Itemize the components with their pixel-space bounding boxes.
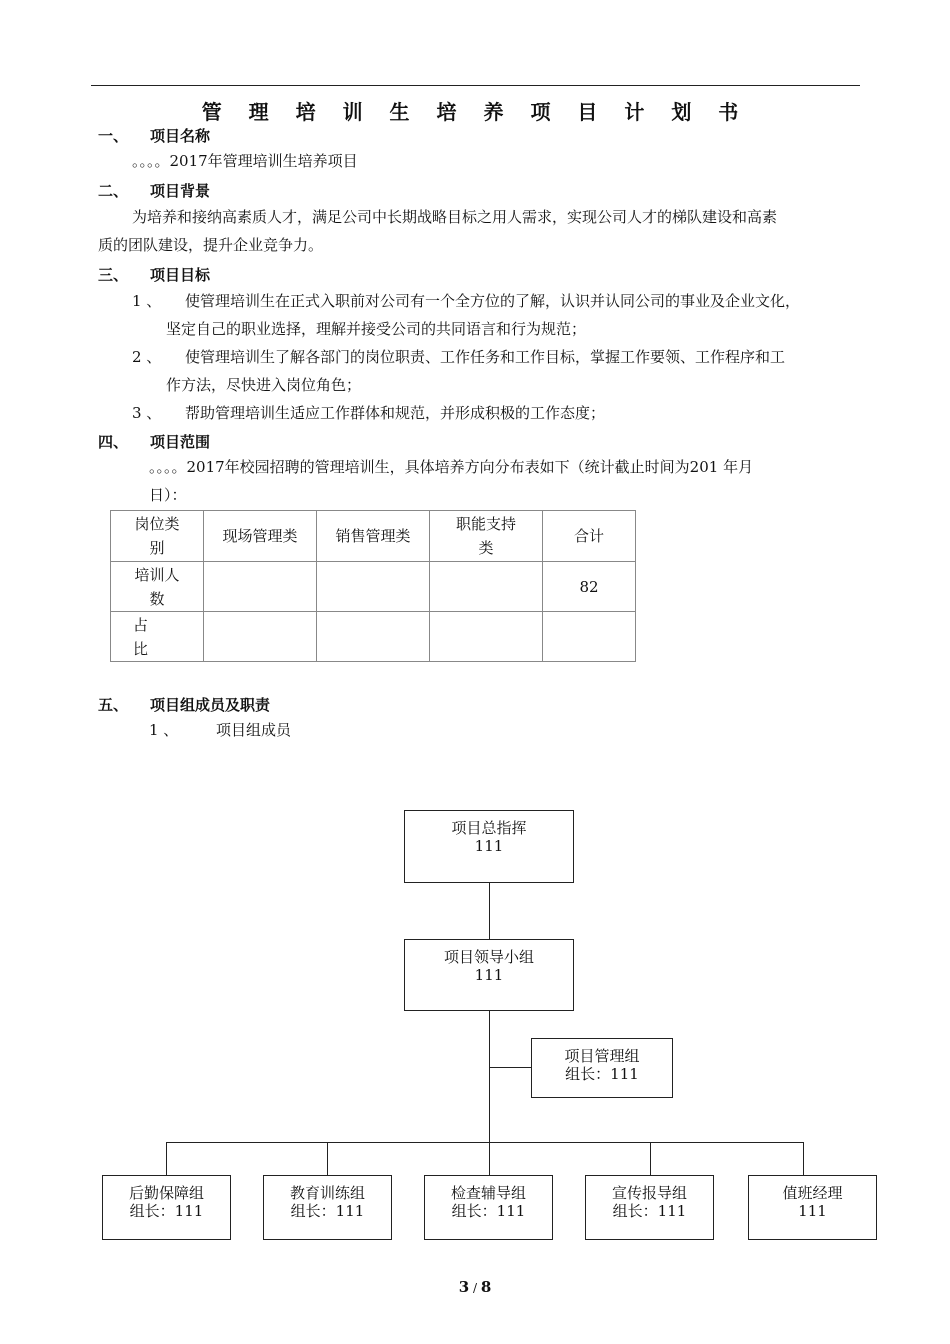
connector-line bbox=[489, 1067, 532, 1068]
org-node-title: 宣传报导组 bbox=[611, 1184, 687, 1202]
org-node-title: 检查辅导组 bbox=[450, 1184, 526, 1202]
org-node-value: 组长：111 bbox=[129, 1202, 204, 1220]
section-title: 项目组成员及职责 bbox=[150, 696, 271, 714]
subsection-title: 项目组成员 bbox=[216, 721, 292, 739]
org-node-duty-manager bbox=[748, 1175, 877, 1240]
org-node-mgmt bbox=[531, 1038, 673, 1098]
table-header-cell bbox=[430, 511, 543, 562]
goal-number: 3 、 bbox=[132, 404, 162, 422]
table-header-cell: 现场管理类 bbox=[204, 511, 317, 562]
table-header-cell bbox=[111, 511, 204, 562]
org-node-value: 组长：111 bbox=[290, 1202, 365, 1220]
org-node-publicity bbox=[585, 1175, 714, 1240]
section-heading-5 bbox=[98, 694, 270, 715]
cell-text: 别 bbox=[149, 539, 165, 557]
cell-text: 培训人 bbox=[134, 565, 180, 584]
org-node-value: 组长：111 bbox=[565, 1065, 639, 1083]
org-node-leader bbox=[404, 939, 574, 1011]
connector-line bbox=[650, 1142, 651, 1176]
connector-line bbox=[803, 1142, 804, 1176]
section-number: 三、 bbox=[98, 266, 129, 284]
scope-line-1: 。。。。2017年校园招聘的管理培训生，具体培养方向分布表如下（统计截止时间为201 年月 bbox=[149, 458, 754, 476]
subsection-number: 1 、 bbox=[149, 721, 179, 739]
table-row-label bbox=[111, 562, 204, 612]
org-node-value: 组长：111 bbox=[612, 1202, 687, 1220]
table-cell bbox=[317, 562, 430, 612]
org-node-inspection bbox=[424, 1175, 553, 1240]
goal-line-2: 坚定自己的职业选择，理解并接受公司的共同语言和行为规范； bbox=[166, 320, 587, 338]
org-node-title: 值班经理 bbox=[782, 1184, 843, 1202]
section-title: 项目背景 bbox=[150, 182, 211, 200]
section-number: 四、 bbox=[98, 433, 129, 451]
cell-text: 占 bbox=[133, 615, 149, 634]
table-cell bbox=[543, 612, 636, 662]
section-number: 一、 bbox=[98, 127, 129, 145]
org-node-title: 项目领导小组 bbox=[443, 948, 534, 966]
goal-line-2: 作方法，尽快进入岗位角色； bbox=[166, 376, 362, 394]
org-node-value: 111 bbox=[474, 966, 504, 984]
table-cell bbox=[317, 612, 430, 662]
connector-line bbox=[166, 1142, 167, 1176]
section-title: 项目目标 bbox=[150, 266, 211, 284]
goal-number: 1 、 bbox=[132, 292, 162, 310]
goal-line-1: 使管理培训生在正式入职前对公司有一个全方位的了解，认识并认同公司的事业及企业文化， bbox=[185, 292, 801, 310]
org-node-title: 项目总指挥 bbox=[451, 819, 527, 837]
section-title: 项目范围 bbox=[150, 433, 211, 451]
section-number: 五、 bbox=[98, 696, 129, 714]
org-node-logistics bbox=[102, 1175, 231, 1240]
org-node-value: 111 bbox=[474, 837, 504, 855]
org-node-value: 111 bbox=[798, 1202, 827, 1220]
page-separator: / bbox=[472, 1281, 478, 1295]
table-cell bbox=[204, 562, 317, 612]
section-heading-1 bbox=[98, 125, 210, 146]
table-row-label bbox=[111, 612, 204, 662]
connector-line bbox=[489, 882, 490, 940]
table-header-cell: 合计 bbox=[543, 511, 636, 562]
cell-text: 职能支持 bbox=[455, 515, 516, 533]
connector-line bbox=[489, 1010, 490, 1142]
connector-line bbox=[327, 1142, 328, 1176]
org-node-chief bbox=[404, 810, 574, 883]
table-header-row bbox=[111, 511, 636, 562]
table-row bbox=[111, 612, 636, 662]
section-heading-4 bbox=[98, 431, 210, 452]
table-cell bbox=[430, 562, 543, 612]
connector-line bbox=[489, 1142, 490, 1176]
background-line-1: 为培养和接纳高素质人才，满足公司中长期战略目标之用人需求，实现公司人才的梯队建设和高素 bbox=[132, 208, 778, 226]
org-node-training bbox=[263, 1175, 392, 1240]
org-node-title: 教育训练组 bbox=[289, 1184, 365, 1202]
goal-number: 2 、 bbox=[132, 348, 162, 366]
table-header-cell: 销售管理类 bbox=[317, 511, 430, 562]
current-page: 3 bbox=[458, 1278, 470, 1296]
section-heading-3 bbox=[98, 264, 210, 285]
section-title: 项目名称 bbox=[150, 127, 211, 145]
total-pages: 8 bbox=[480, 1278, 492, 1296]
page-number bbox=[0, 1278, 950, 1296]
table-row bbox=[111, 562, 636, 612]
table-cell-total: 82 bbox=[543, 562, 636, 612]
table-cell bbox=[204, 612, 317, 662]
org-node-value: 组长：111 bbox=[451, 1202, 526, 1220]
goal-line-1: 使管理培训生了解各部门的岗位职责、工作任务和工作目标，掌握工作要领、工作程序和工 bbox=[185, 348, 786, 366]
cell-text: 数 bbox=[149, 589, 165, 608]
section-number: 二、 bbox=[98, 182, 129, 200]
org-node-title: 项目管理组 bbox=[564, 1047, 640, 1065]
distribution-table bbox=[110, 510, 636, 662]
section-heading-2 bbox=[98, 180, 210, 201]
org-node-title: 后勤保障组 bbox=[128, 1184, 204, 1202]
connector-line bbox=[166, 1142, 803, 1143]
background-line-2: 质的团队建设，提升企业竞争力。 bbox=[98, 236, 324, 254]
header-rule bbox=[91, 85, 860, 86]
table-cell bbox=[430, 612, 543, 662]
project-name-text: 。。。。2017年管理培训生培养项目 bbox=[132, 152, 358, 170]
cell-text: 岗位类 bbox=[134, 515, 180, 533]
cell-text: 类 bbox=[478, 539, 494, 557]
document-title: 管 理 培 训 生 培 养 项 目 计 划 书 bbox=[201, 100, 749, 124]
scope-line-2: 日）： bbox=[149, 486, 187, 504]
goal-line-1: 帮助管理培训生适应工作群体和规范，并形成积极的工作态度； bbox=[185, 404, 606, 422]
cell-text: 比 bbox=[133, 639, 149, 658]
